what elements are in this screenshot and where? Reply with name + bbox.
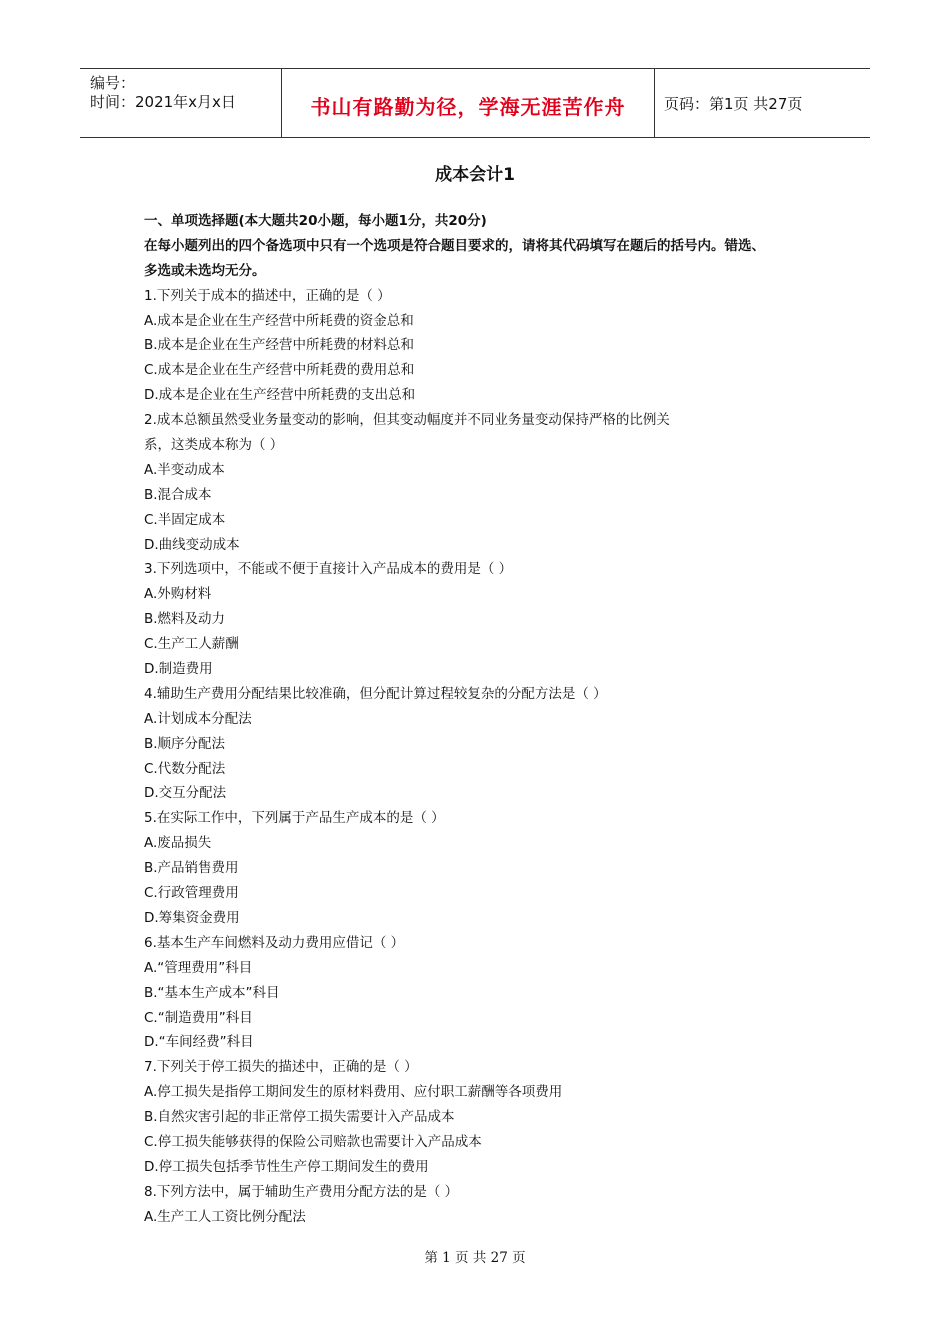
question-content bbox=[144, 209, 834, 1230]
section-instruction-line: 多选或未选均无分。 bbox=[144, 262, 266, 279]
question-line: A.外购材料 bbox=[144, 586, 212, 603]
section-instruction-line: 在每小题列出的四个备选项中只有一个选项是符合题目要求的，请将其代码填写在题后的括号内。错选、 bbox=[144, 237, 765, 254]
question-line: B.混合成本 bbox=[144, 486, 212, 503]
header-left-cell bbox=[80, 69, 280, 137]
question-line: C.成本是企业在生产经营中所耗费的费用总和 bbox=[144, 362, 415, 379]
question-line: A.成本是企业在生产经营中所耗费的资金总和 bbox=[144, 312, 414, 329]
question-line: B.顺序分配法 bbox=[144, 735, 226, 752]
question-line: A.废品损失 bbox=[144, 835, 212, 852]
header-motto: 书山有路勤为径，学海无涯苦作舟 bbox=[310, 95, 626, 119]
question-line: C.停工损失能够获得的保险公司赔款也需要计入产品成本 bbox=[144, 1133, 482, 1150]
question-line: 系，这类成本称为（ ） bbox=[144, 437, 284, 454]
question-line: C.生产工人薪酬 bbox=[144, 636, 239, 653]
question-line: A.生产工人工资比例分配法 bbox=[144, 1208, 306, 1225]
question-line: D.筹集资金费用 bbox=[144, 909, 240, 926]
section-instruction-line: 一、单项选择题(本大题共20小题，每小题1分，共20分) bbox=[144, 213, 487, 229]
header-middle-cell bbox=[281, 69, 655, 137]
question-line: 8.下列方法中，属于辅助生产费用分配方法的是（ ） bbox=[144, 1183, 459, 1200]
question-line: D.停工损失包括季节性生产停工期间发生的费用 bbox=[144, 1158, 429, 1175]
question-line: B.成本是企业在生产经营中所耗费的材料总和 bbox=[144, 337, 415, 354]
question-line: 5.在实际工作中，下列属于产品生产成本的是（ ） bbox=[144, 810, 445, 827]
header-page-info: 页码：第1页 共27页 bbox=[664, 95, 803, 113]
question-line: B.“基本生产成本”科目 bbox=[144, 984, 280, 1001]
question-line: A.“管理费用”科目 bbox=[144, 959, 253, 976]
question-line: B.产品销售费用 bbox=[144, 860, 239, 877]
question-line: D.制造费用 bbox=[144, 661, 213, 678]
question-line: C.行政管理费用 bbox=[144, 885, 239, 902]
question-line: B.自然灾害引起的非正常停工损失需要计入产品成本 bbox=[144, 1109, 455, 1126]
question-line: 3.下列选项中，不能或不便于直接计入产品成本的费用是（ ） bbox=[144, 561, 513, 578]
question-line: 7.下列关于停工损失的描述中，正确的是（ ） bbox=[144, 1059, 418, 1076]
question-line: D.“车间经费”科目 bbox=[144, 1034, 254, 1051]
question-line: 1.下列关于成本的描述中，正确的是（ ） bbox=[144, 287, 391, 304]
document-title: 成本会计1 bbox=[435, 165, 515, 185]
question-line: D.成本是企业在生产经营中所耗费的支出总和 bbox=[144, 387, 416, 404]
document-code-label: 编号： bbox=[90, 74, 136, 92]
question-line: 6.基本生产车间燃料及动力费用应借记（ ） bbox=[144, 934, 405, 951]
document-date-label: 时间：2021年x月x日 bbox=[90, 93, 236, 111]
question-line: B.燃料及动力 bbox=[144, 611, 226, 628]
question-line: A.停工损失是指停工期间发生的原材料费用、应付职工薪酬等各项费用 bbox=[144, 1084, 563, 1101]
question-line: 2.成本总额虽然受业务量变动的影响，但其变动幅度并不同业务量变动保持严格的比例关 bbox=[144, 412, 670, 429]
question-line: C.半固定成本 bbox=[144, 511, 226, 528]
header-right-cell bbox=[654, 69, 870, 137]
question-line: A.计划成本分配法 bbox=[144, 710, 252, 727]
question-line: C.“制造费用”科目 bbox=[144, 1009, 253, 1026]
question-line: C.代数分配法 bbox=[144, 760, 226, 777]
question-line: D.曲线变动成本 bbox=[144, 536, 240, 553]
question-line: 4.辅助生产费用分配结果比较准确，但分配计算过程较复杂的分配方法是（ ） bbox=[144, 685, 607, 702]
question-line: A.半变动成本 bbox=[144, 461, 225, 478]
header-table bbox=[80, 68, 870, 138]
question-line: D.交互分配法 bbox=[144, 785, 227, 802]
page-footer: 第 1 页 共 27 页 bbox=[424, 1250, 526, 1266]
